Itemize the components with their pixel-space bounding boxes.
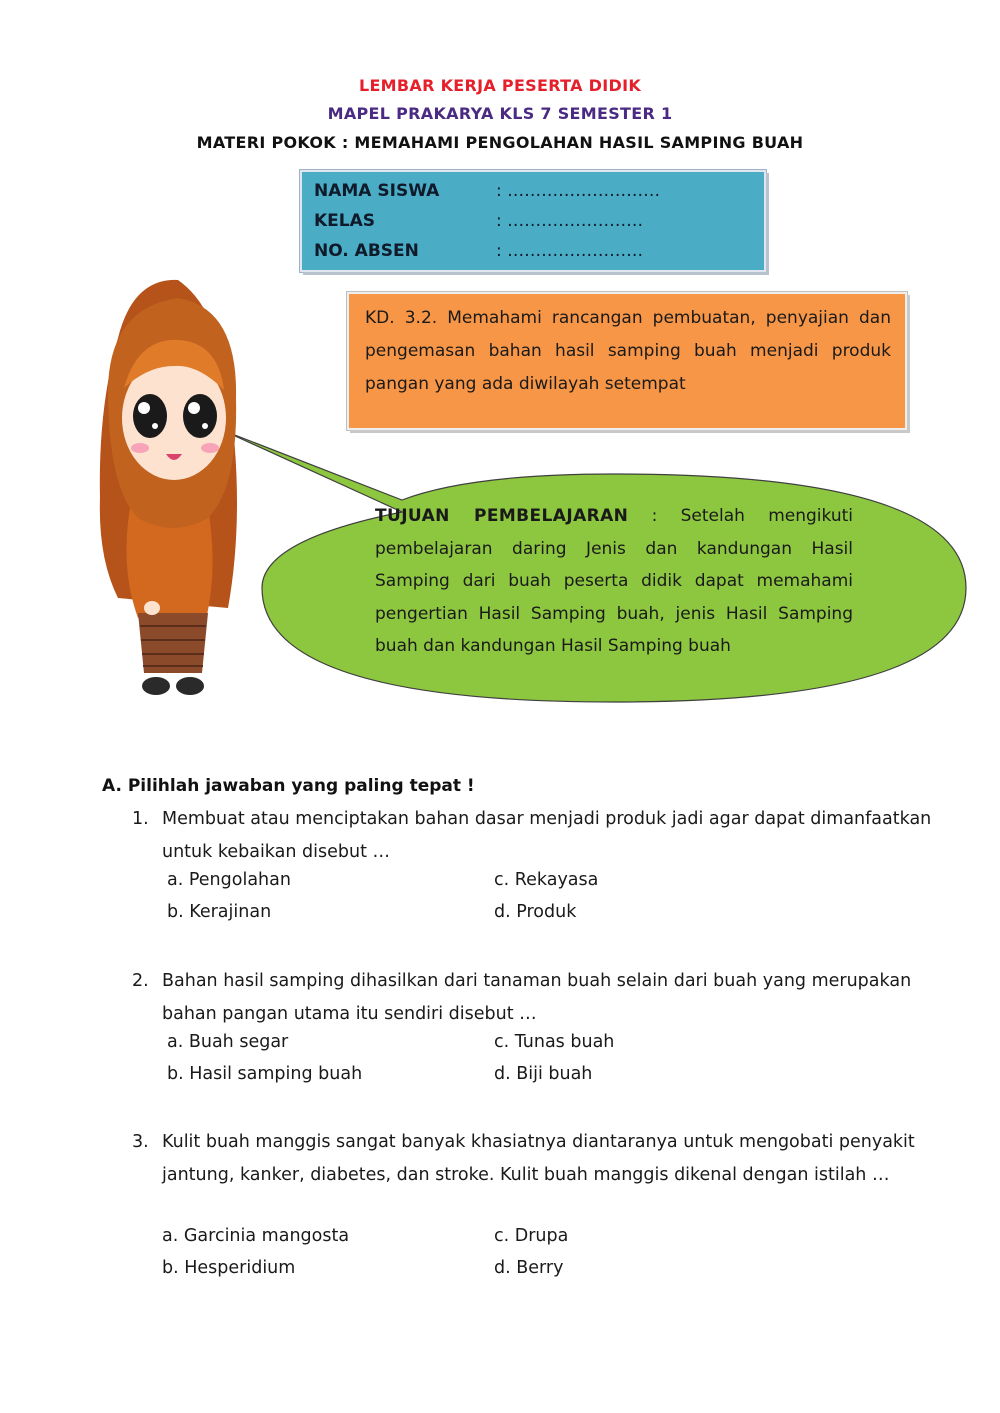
learning-objective-text: : Setelah mengikuti pembelajaran daring Jenis dan kandungan Hasil Samping dari buah peserta didik dapat memahami pengertian Hasil Samping buah, jenis Hasil Samping buah dan kandungan Hasil Samping buah (375, 506, 853, 656)
option-b[interactable]: b. Kerajinan (167, 902, 272, 922)
hijab-girl-illustration (78, 268, 258, 708)
question-number: 1. (132, 809, 149, 829)
identity-value: : ……………………… (496, 181, 661, 201)
option-d[interactable]: d. Produk (494, 902, 577, 922)
question-2 (132, 965, 932, 1030)
question-1 (132, 803, 932, 868)
worksheet-title: LEMBAR KERJA PESERTA DIDIK (358, 76, 642, 95)
skirt-shape (138, 613, 208, 673)
identity-label: KELAS (314, 211, 376, 231)
identity-label: NAMA SISWA (314, 181, 440, 201)
left-cheek (131, 443, 149, 453)
option-b[interactable]: b. Hesperidium (162, 1258, 296, 1278)
question-text: Membuat atau menciptakan bahan dasar menjadi produk jadi agar dapat dimanfaatkan untuk kebaikan disebut … (162, 809, 932, 862)
right-shoe (176, 677, 204, 695)
question-number: 2. (132, 971, 149, 991)
question-text: Kulit buah manggis sangat banyak khasiatnya diantaranya untuk mengobati penyakit jantung, kanker, diabetes, dan stroke. Kulit buah manggis dikenal dengan istilah … (162, 1132, 915, 1185)
learning-objective-label: TUJUAN PEMBELAJARAN (375, 506, 629, 526)
option-b[interactable]: b. Hasil samping buah (167, 1064, 363, 1084)
section-a-title: A. Pilihlah jawaban yang paling tepat ! (102, 776, 475, 796)
subject-title: MAPEL PRAKARYA KLS 7 SEMESTER 1 (327, 104, 673, 123)
option-a[interactable]: a. Pengolahan (167, 870, 291, 890)
competency-box: KD. 3.2. Memahami rancangan pembuatan, penyajian dan pengemasan bahan hasil samping buah menjadi produk pangan yang ada diwilayah setempat (347, 292, 907, 430)
left-eye-shine-small (152, 423, 158, 429)
option-a[interactable]: a. Garcinia mangosta (162, 1226, 350, 1246)
right-eye-shine (188, 402, 200, 414)
right-eye (183, 394, 217, 438)
topic-title: MATERI POKOK : MEMAHAMI PENGOLAHAN HASIL SAMPING BUAH (196, 133, 804, 152)
identity-value: : …………………… (496, 211, 644, 231)
left-eye (133, 394, 167, 438)
hand (144, 601, 160, 615)
identity-value: : …………………… (496, 241, 644, 261)
identity-label: NO. ABSEN (314, 241, 419, 261)
option-c[interactable]: c. Rekayasa (494, 870, 599, 890)
option-d[interactable]: d. Berry (494, 1258, 564, 1278)
question-text: Bahan hasil samping dihasilkan dari tanaman buah selain dari buah yang merupakan bahan pangan utama itu sendiri disebut … (162, 971, 912, 1024)
option-d[interactable]: d. Biji buah (494, 1064, 593, 1084)
question-number: 3. (132, 1132, 149, 1152)
left-eye-shine (138, 402, 150, 414)
option-c[interactable]: c. Tunas buah (494, 1032, 615, 1052)
question-3 (132, 1126, 932, 1191)
learning-objective (375, 500, 853, 663)
left-shoe (142, 677, 170, 695)
option-a[interactable]: a. Buah segar (167, 1032, 289, 1052)
option-c[interactable]: c. Drupa (494, 1226, 569, 1246)
right-cheek (201, 443, 219, 453)
right-eye-shine-small (202, 423, 208, 429)
